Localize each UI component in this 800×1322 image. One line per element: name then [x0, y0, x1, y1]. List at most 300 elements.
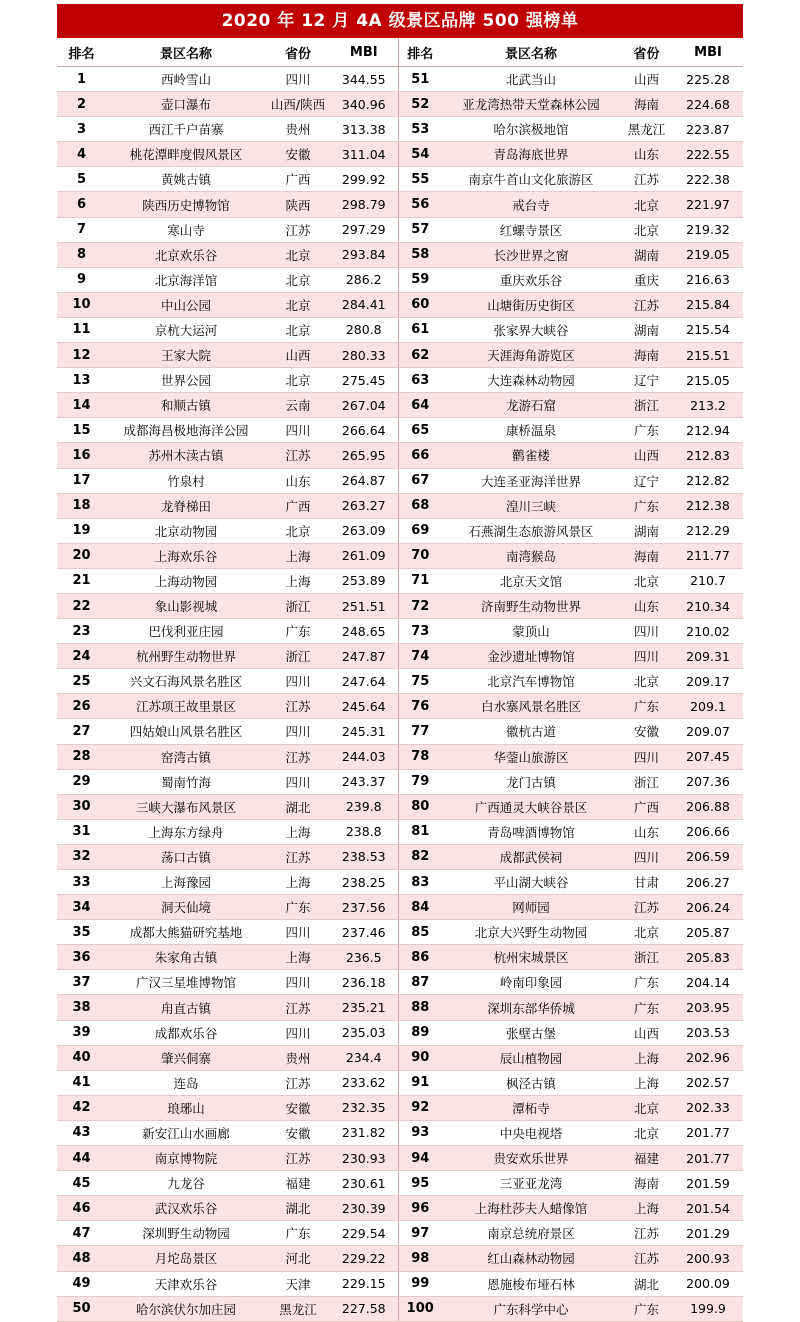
table-row: [57, 217, 743, 242]
rank-cell: 11: [57, 317, 106, 342]
mbi-cell: 263.27: [330, 493, 398, 518]
scenic-name-cell: 南京总统府景区: [442, 1221, 620, 1246]
province-cell: 黑龙江: [620, 117, 673, 142]
table-row: [57, 292, 743, 317]
scenic-name-cell: 朱家角古镇: [106, 945, 266, 970]
mbi-cell: 215.84: [673, 292, 743, 317]
mbi-cell: 234.4: [330, 1045, 398, 1070]
header-scenic-name: 景区名称: [442, 38, 620, 67]
rank-cell: 49: [57, 1271, 106, 1296]
mbi-cell: 233.62: [330, 1070, 398, 1095]
rank-cell: 72: [398, 593, 442, 618]
scenic-name-cell: 广汉三星堆博物馆: [106, 970, 266, 995]
scenic-name-cell: 上海杜莎夫人蜡像馆: [442, 1196, 620, 1221]
mbi-cell: 212.38: [673, 493, 743, 518]
province-cell: 广东: [620, 694, 673, 719]
scenic-name-cell: 窑湾古镇: [106, 744, 266, 769]
scenic-name-cell: 红螺寺景区: [442, 217, 620, 242]
header-rank: 排名: [57, 38, 106, 67]
scenic-name-cell: 琅琊山: [106, 1095, 266, 1120]
rank-cell: 71: [398, 568, 442, 593]
province-cell: 湖北: [266, 794, 330, 819]
mbi-cell: 340.96: [330, 92, 398, 117]
province-cell: 上海: [620, 1045, 673, 1070]
rank-cell: 27: [57, 719, 106, 744]
mbi-cell: 206.24: [673, 895, 743, 920]
mbi-cell: 230.39: [330, 1196, 398, 1221]
scenic-name-cell: 北京海洋馆: [106, 267, 266, 292]
province-cell: 浙江: [620, 769, 673, 794]
rank-cell: 100: [398, 1296, 442, 1321]
scenic-name-cell: 西江千户苗寨: [106, 117, 266, 142]
mbi-cell: 206.27: [673, 870, 743, 895]
rank-cell: 21: [57, 568, 106, 593]
mbi-cell: 280.8: [330, 317, 398, 342]
scenic-name-cell: 大连圣亚海洋世界: [442, 468, 620, 493]
table-row: [57, 819, 743, 844]
province-cell: 广东: [620, 970, 673, 995]
table-row: [57, 895, 743, 920]
mbi-cell: 264.87: [330, 468, 398, 493]
scenic-name-cell: 康桥温泉: [442, 418, 620, 443]
mbi-cell: 209.31: [673, 644, 743, 669]
rank-cell: 31: [57, 819, 106, 844]
mbi-cell: 207.45: [673, 744, 743, 769]
province-cell: 云南: [266, 393, 330, 418]
rank-cell: 46: [57, 1196, 106, 1221]
scenic-name-cell: 哈尔滨伏尔加庄园: [106, 1296, 266, 1321]
rank-cell: 28: [57, 744, 106, 769]
rank-cell: 81: [398, 819, 442, 844]
rank-cell: 14: [57, 393, 106, 418]
rank-cell: 92: [398, 1095, 442, 1120]
table-row: [57, 368, 743, 393]
scenic-name-cell: 中央电视塔: [442, 1120, 620, 1145]
rank-cell: 26: [57, 694, 106, 719]
scenic-name-cell: 中山公园: [106, 292, 266, 317]
scenic-name-cell: 江苏项王故里景区: [106, 694, 266, 719]
mbi-cell: 248.65: [330, 619, 398, 644]
province-cell: 北京: [620, 669, 673, 694]
rank-cell: 56: [398, 192, 442, 217]
table-row: [57, 920, 743, 945]
province-cell: 山西: [620, 443, 673, 468]
mbi-cell: 247.64: [330, 669, 398, 694]
province-cell: 山西: [266, 343, 330, 368]
rank-cell: 89: [398, 1020, 442, 1045]
table-row: [57, 1246, 743, 1271]
rank-cell: 12: [57, 343, 106, 368]
scenic-name-cell: 兴文石海风景名胜区: [106, 669, 266, 694]
scenic-name-cell: 荡口古镇: [106, 844, 266, 869]
rank-cell: 82: [398, 844, 442, 869]
scenic-name-cell: 北武当山: [442, 67, 620, 92]
rank-cell: 98: [398, 1246, 442, 1271]
province-cell: 福建: [266, 1171, 330, 1196]
province-cell: 四川: [620, 844, 673, 869]
mbi-cell: 212.82: [673, 468, 743, 493]
province-cell: 江苏: [620, 895, 673, 920]
scenic-name-cell: 贵安欢乐世界: [442, 1146, 620, 1171]
province-cell: 贵州: [266, 1045, 330, 1070]
rank-cell: 35: [57, 920, 106, 945]
scenic-name-cell: 成都大熊猫研究基地: [106, 920, 266, 945]
mbi-cell: 238.8: [330, 819, 398, 844]
province-cell: 北京: [266, 242, 330, 267]
mbi-cell: 286.2: [330, 267, 398, 292]
mbi-cell: 219.05: [673, 242, 743, 267]
province-cell: 浙江: [266, 593, 330, 618]
mbi-cell: 244.03: [330, 744, 398, 769]
table-row: [57, 192, 743, 217]
rank-cell: 22: [57, 593, 106, 618]
province-cell: 江苏: [266, 217, 330, 242]
mbi-cell: 236.5: [330, 945, 398, 970]
mbi-cell: 221.97: [673, 192, 743, 217]
table-row: [57, 267, 743, 292]
scenic-name-cell: 青岛啤酒博物馆: [442, 819, 620, 844]
rank-cell: 59: [398, 267, 442, 292]
rank-cell: 67: [398, 468, 442, 493]
rank-cell: 52: [398, 92, 442, 117]
province-cell: 上海: [620, 1196, 673, 1221]
scenic-name-cell: 广东科学中心: [442, 1296, 620, 1321]
rank-cell: 32: [57, 844, 106, 869]
rank-cell: 43: [57, 1120, 106, 1145]
rank-cell: 50: [57, 1296, 106, 1321]
rank-cell: 73: [398, 619, 442, 644]
scenic-name-cell: 苏州木渎古镇: [106, 443, 266, 468]
scenic-name-cell: 世界公园: [106, 368, 266, 393]
mbi-cell: 202.96: [673, 1045, 743, 1070]
rank-cell: 54: [398, 142, 442, 167]
table-row: [57, 317, 743, 342]
province-cell: 江苏: [620, 1246, 673, 1271]
mbi-cell: 199.9: [673, 1296, 743, 1321]
mbi-cell: 229.15: [330, 1271, 398, 1296]
mbi-cell: 344.55: [330, 67, 398, 92]
province-cell: 浙江: [620, 393, 673, 418]
province-cell: 北京: [620, 192, 673, 217]
table-row: [57, 493, 743, 518]
scenic-name-cell: 蜀南竹海: [106, 769, 266, 794]
scenic-name-cell: 成都武侯祠: [442, 844, 620, 869]
mbi-cell: 231.82: [330, 1120, 398, 1145]
scenic-name-cell: 四姑娘山风景名胜区: [106, 719, 266, 744]
province-cell: 安徽: [266, 1095, 330, 1120]
scenic-name-cell: 亚龙湾热带天堂森林公园: [442, 92, 620, 117]
province-cell: 北京: [266, 292, 330, 317]
table-row: [57, 995, 743, 1020]
scenic-name-cell: 金沙遗址博物馆: [442, 644, 620, 669]
mbi-cell: 224.68: [673, 92, 743, 117]
province-cell: 四川: [620, 619, 673, 644]
rank-cell: 75: [398, 669, 442, 694]
scenic-name-cell: 王家大院: [106, 343, 266, 368]
rank-cell: 55: [398, 167, 442, 192]
rank-cell: 41: [57, 1070, 106, 1095]
scenic-name-cell: 北京汽车博物馆: [442, 669, 620, 694]
mbi-cell: 253.89: [330, 568, 398, 593]
scenic-name-cell: 南京博物院: [106, 1146, 266, 1171]
province-cell: 安徽: [266, 1120, 330, 1145]
province-cell: 山东: [620, 142, 673, 167]
province-cell: 江苏: [620, 1221, 673, 1246]
province-cell: 北京: [266, 317, 330, 342]
scenic-name-cell: 深圳东部华侨城: [442, 995, 620, 1020]
mbi-cell: 237.56: [330, 895, 398, 920]
scenic-name-cell: 张壁古堡: [442, 1020, 620, 1045]
header-province: 省份: [266, 38, 330, 67]
rank-cell: 38: [57, 995, 106, 1020]
province-cell: 海南: [620, 543, 673, 568]
mbi-cell: 200.93: [673, 1246, 743, 1271]
rank-cell: 97: [398, 1221, 442, 1246]
scenic-name-cell: 桃花潭畔度假风景区: [106, 142, 266, 167]
table-row: [57, 1070, 743, 1095]
table-row: [57, 945, 743, 970]
mbi-cell: 229.54: [330, 1221, 398, 1246]
table-row: [57, 167, 743, 192]
rank-cell: 99: [398, 1271, 442, 1296]
rank-cell: 3: [57, 117, 106, 142]
province-cell: 北京: [620, 1120, 673, 1145]
province-cell: 广东: [266, 1221, 330, 1246]
rank-cell: 42: [57, 1095, 106, 1120]
province-cell: 广西: [266, 167, 330, 192]
ranking-sheet: [57, 4, 743, 1322]
rank-cell: 18: [57, 493, 106, 518]
table-row: [57, 744, 743, 769]
mbi-cell: 238.53: [330, 844, 398, 869]
scenic-name-cell: 西岭雪山: [106, 67, 266, 92]
scenic-name-cell: 寒山寺: [106, 217, 266, 242]
table-row: [57, 1296, 743, 1321]
rank-cell: 20: [57, 543, 106, 568]
mbi-cell: 215.05: [673, 368, 743, 393]
rank-cell: 40: [57, 1045, 106, 1070]
rank-cell: 61: [398, 317, 442, 342]
mbi-cell: 206.88: [673, 794, 743, 819]
mbi-cell: 201.29: [673, 1221, 743, 1246]
table-row: [57, 1221, 743, 1246]
mbi-cell: 298.79: [330, 192, 398, 217]
province-cell: 山东: [620, 819, 673, 844]
province-cell: 江苏: [266, 844, 330, 869]
mbi-cell: 201.77: [673, 1120, 743, 1145]
table-row: [57, 844, 743, 869]
rank-cell: 15: [57, 418, 106, 443]
rank-cell: 5: [57, 167, 106, 192]
province-cell: 山西: [620, 67, 673, 92]
province-cell: 辽宁: [620, 368, 673, 393]
rank-cell: 34: [57, 895, 106, 920]
province-cell: 陕西: [266, 192, 330, 217]
province-cell: 江苏: [620, 292, 673, 317]
table-row: [57, 393, 743, 418]
province-cell: 广西: [266, 493, 330, 518]
mbi-cell: 311.04: [330, 142, 398, 167]
province-cell: 四川: [266, 970, 330, 995]
province-cell: 广东: [620, 418, 673, 443]
province-cell: 辽宁: [620, 468, 673, 493]
province-cell: 甘肃: [620, 870, 673, 895]
rank-cell: 33: [57, 870, 106, 895]
table-row: [57, 719, 743, 744]
scenic-name-cell: 青岛海底世界: [442, 142, 620, 167]
rank-cell: 17: [57, 468, 106, 493]
province-cell: 四川: [266, 418, 330, 443]
table-row: [57, 142, 743, 167]
province-cell: 四川: [620, 644, 673, 669]
rank-cell: 74: [398, 644, 442, 669]
province-cell: 北京: [266, 267, 330, 292]
province-cell: 江苏: [620, 167, 673, 192]
rank-cell: 83: [398, 870, 442, 895]
rank-cell: 9: [57, 267, 106, 292]
province-cell: 北京: [266, 368, 330, 393]
table-row: [57, 443, 743, 468]
scenic-name-cell: 甪直古镇: [106, 995, 266, 1020]
rank-cell: 30: [57, 794, 106, 819]
province-cell: 山东: [620, 593, 673, 618]
rank-cell: 25: [57, 669, 106, 694]
rank-cell: 78: [398, 744, 442, 769]
scenic-name-cell: 深圳野生动物园: [106, 1221, 266, 1246]
mbi-cell: 297.29: [330, 217, 398, 242]
mbi-cell: 235.03: [330, 1020, 398, 1045]
province-cell: 上海: [620, 1070, 673, 1095]
table-row: [57, 468, 743, 493]
table-row: [57, 619, 743, 644]
mbi-cell: 237.46: [330, 920, 398, 945]
rank-cell: 91: [398, 1070, 442, 1095]
table-row: [57, 1146, 743, 1171]
scenic-name-cell: 华蓥山旅游区: [442, 744, 620, 769]
scenic-name-cell: 石燕湖生态旅游风景区: [442, 518, 620, 543]
scenic-name-cell: 京杭大运河: [106, 317, 266, 342]
province-cell: 广东: [620, 493, 673, 518]
province-cell: 安徽: [620, 719, 673, 744]
rank-cell: 44: [57, 1146, 106, 1171]
scenic-name-cell: 恩施梭布垭石林: [442, 1271, 620, 1296]
province-cell: 天津: [266, 1271, 330, 1296]
mbi-cell: 209.1: [673, 694, 743, 719]
mbi-cell: 209.07: [673, 719, 743, 744]
rank-cell: 48: [57, 1246, 106, 1271]
rank-cell: 88: [398, 995, 442, 1020]
table-row: [57, 769, 743, 794]
scenic-name-cell: 黄姚古镇: [106, 167, 266, 192]
table-row: [57, 568, 743, 593]
table-row: [57, 694, 743, 719]
mbi-cell: 265.95: [330, 443, 398, 468]
mbi-cell: 216.63: [673, 267, 743, 292]
scenic-name-cell: 鹳雀楼: [442, 443, 620, 468]
province-cell: 安徽: [266, 142, 330, 167]
province-cell: 四川: [620, 744, 673, 769]
scenic-name-cell: 白水寨风景名胜区: [442, 694, 620, 719]
scenic-name-cell: 成都欢乐谷: [106, 1020, 266, 1045]
rank-cell: 66: [398, 443, 442, 468]
scenic-name-cell: 北京欢乐谷: [106, 242, 266, 267]
mbi-cell: 201.77: [673, 1146, 743, 1171]
province-cell: 四川: [266, 67, 330, 92]
province-cell: 上海: [266, 870, 330, 895]
rank-cell: 16: [57, 443, 106, 468]
mbi-cell: 203.53: [673, 1020, 743, 1045]
rank-cell: 60: [398, 292, 442, 317]
table-row: [57, 870, 743, 895]
mbi-cell: 212.83: [673, 443, 743, 468]
table-row: [57, 242, 743, 267]
scenic-name-cell: 戒台寺: [442, 192, 620, 217]
mbi-cell: 313.38: [330, 117, 398, 142]
scenic-name-cell: 龙游石窟: [442, 393, 620, 418]
scenic-name-cell: 上海东方绿舟: [106, 819, 266, 844]
scenic-name-cell: 广西通灵大峡谷景区: [442, 794, 620, 819]
province-cell: 湖北: [266, 1196, 330, 1221]
province-cell: 北京: [620, 920, 673, 945]
scenic-name-cell: 武汉欢乐谷: [106, 1196, 266, 1221]
rank-cell: 57: [398, 217, 442, 242]
scenic-name-cell: 新安江山水画廊: [106, 1120, 266, 1145]
scenic-name-cell: 龙门古镇: [442, 769, 620, 794]
scenic-name-cell: 和顺古镇: [106, 393, 266, 418]
province-cell: 四川: [266, 769, 330, 794]
table-row: [57, 1271, 743, 1296]
mbi-cell: 230.93: [330, 1146, 398, 1171]
rank-cell: 29: [57, 769, 106, 794]
mbi-cell: 267.04: [330, 393, 398, 418]
page-title: 2020 年 12 月 4A 级景区品牌 500 强榜单: [57, 4, 743, 38]
province-cell: 江苏: [266, 694, 330, 719]
province-cell: 海南: [620, 343, 673, 368]
scenic-name-cell: 蒙顶山: [442, 619, 620, 644]
province-cell: 四川: [266, 669, 330, 694]
table-row: [57, 1045, 743, 1070]
mbi-cell: 213.2: [673, 393, 743, 418]
province-cell: 湖南: [620, 317, 673, 342]
rank-cell: 19: [57, 518, 106, 543]
table-row: [57, 1196, 743, 1221]
table-row: [57, 1020, 743, 1045]
mbi-cell: 230.61: [330, 1171, 398, 1196]
rank-cell: 13: [57, 368, 106, 393]
rank-cell: 8: [57, 242, 106, 267]
mbi-cell: 232.35: [330, 1095, 398, 1120]
rank-cell: 4: [57, 142, 106, 167]
rank-cell: 84: [398, 895, 442, 920]
rank-cell: 94: [398, 1146, 442, 1171]
mbi-cell: 280.33: [330, 343, 398, 368]
province-cell: 北京: [266, 518, 330, 543]
table-row: [57, 117, 743, 142]
scenic-name-cell: 红山森林动物园: [442, 1246, 620, 1271]
rank-cell: 24: [57, 644, 106, 669]
mbi-cell: 201.59: [673, 1171, 743, 1196]
province-cell: 北京: [620, 568, 673, 593]
scenic-name-cell: 肇兴侗寨: [106, 1045, 266, 1070]
mbi-cell: 200.09: [673, 1271, 743, 1296]
scenic-name-cell: 成都海昌极地海洋公园: [106, 418, 266, 443]
mbi-cell: 202.57: [673, 1070, 743, 1095]
table-row: [57, 418, 743, 443]
scenic-name-cell: 大连森林动物园: [442, 368, 620, 393]
mbi-cell: 261.09: [330, 543, 398, 568]
rank-cell: 2: [57, 92, 106, 117]
mbi-cell: 206.59: [673, 844, 743, 869]
